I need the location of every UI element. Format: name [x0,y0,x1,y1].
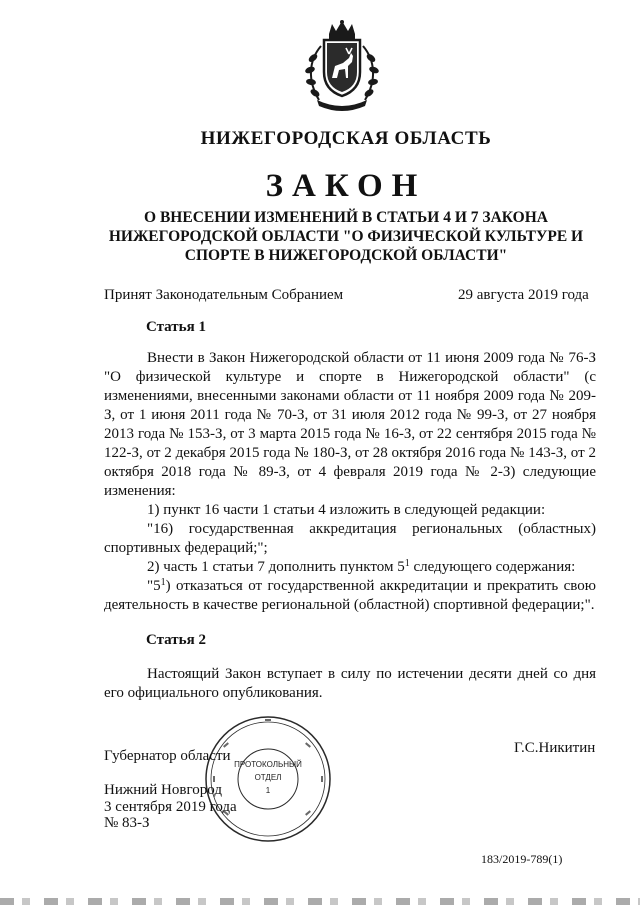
coat-of-arms-icon [299,20,385,112]
adopted-date: 29 августа 2019 года [458,287,589,303]
item-2-text-sup: 1 [160,577,166,588]
governor-name: Г.С.Никитин [514,740,596,756]
item-2-text-open: "5 [147,578,161,594]
signing-city: Нижний Новгород [104,782,222,798]
article-1-item-1-text: "16) государственная аккредитация региональных (областных) спортивных федераций;"; [104,521,596,556]
item-2-text-rest: ) отказаться от государственной аккредитации и прекратить свою деятельность в качестве региональной (областной) спортивной федерации;". [104,578,596,613]
stamp-text [222,758,314,797]
article-1-item-2 [104,558,596,577]
signing-date: 3 сентября 2019 года [104,799,237,815]
region-name: НИЖЕГОРОДСКАЯ ОБЛАСТЬ [200,128,492,149]
article-2-heading: Статья 2 [146,632,206,648]
scan-edge-divider [0,898,640,905]
law-title: ЗАКОН [265,168,427,204]
article-1-item-2-text [104,577,596,615]
stamp-line-2: ОТДЕЛ [254,773,282,782]
governor-title: Губернатор области [104,748,231,764]
article-1-intro: Внести в Закон Нижегородской области от 11 июня 2009 года № 76-З "О физической культуре и спорте в Нижегородской области" (с изменениями, внесенными законами области от 11 ноября 2009 года № 209-З, от 1 июня 2011 года № 70-З, от 31 июля 2012 года № 99-З, от 27 ноября 2013 года № 153-З, от 3 марта 2015 года № 16-З, от 22 сентября 2015 года № 122-З, от 2 декабря 2015 года № 180-З, от 28 октября 2016 года № 143-З, от 2 октября 2018 года № 89-З, от 4 февраля 2019 года № 2-З) следующие изменения: [104,350,596,499]
stamp-line-1: ПРОТОКОЛЬНЫЙ [234,760,302,769]
article-2-body [104,665,596,703]
item-2-after: следующего содержания: [409,559,576,575]
article-1-heading: Статья 1 [146,319,206,335]
stamp-line-3: 1 [265,786,271,795]
law-subtitle: О ВНЕСЕНИИ ИЗМЕНЕНИЙ В СТАТЬИ 4 И 7 ЗАКОНА НИЖЕГОРОДСКОЙ ОБЛАСТИ "О ФИЗИЧЕСКОЙ КУЛЬТУРЕ И СПОРТЕ В НИЖЕГОРОДСКОЙ ОБЛАСТИ" [108,209,584,264]
article-2-text: Настоящий Закон вступает в силу по истечении десяти дней со дня его официального опубликования. [104,666,596,701]
article-1-body [104,349,596,615]
item-2-before: 2) часть 1 статьи 7 дополнить пунктом 5 [147,559,405,575]
law-number: № 83-З [104,815,150,831]
registration-number: 183/2019-789(1) [481,852,563,866]
article-1-item-1: 1) пункт 16 части 1 статьи 4 изложить в следующей редакции: [147,502,546,518]
item-2-sup: 1 [404,558,410,569]
adopted-by: Принят Законодательным Собранием [104,287,344,303]
